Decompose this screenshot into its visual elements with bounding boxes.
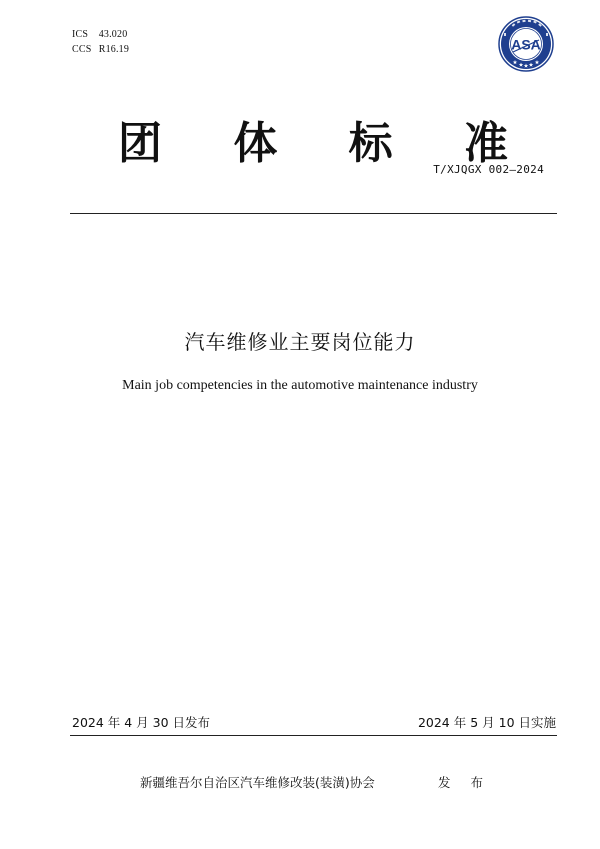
standard-code: T/XJQGX 002—2024 bbox=[433, 163, 544, 176]
top-divider bbox=[70, 213, 557, 214]
standard-type-char: 团 bbox=[118, 118, 162, 169]
standard-type-char: 准 bbox=[463, 118, 508, 169]
ccs-label: CCS bbox=[72, 44, 92, 55]
seal-center-text: ASA bbox=[511, 36, 541, 53]
document-title-chinese: 汽车维修业主要岗位能力 bbox=[184, 330, 416, 354]
implementation-date: 2024 年 5 月 10 日实施 bbox=[417, 715, 556, 730]
issuing-organization: 新疆维吾尔自治区汽车维修改装(装潢)协会 bbox=[140, 775, 375, 790]
ccs-value: R16.19 bbox=[98, 44, 130, 55]
ics-value: 43.020 bbox=[98, 29, 128, 40]
standard-type-char: 标 bbox=[348, 118, 393, 169]
ics-classification bbox=[72, 28, 127, 42]
publish-date: 2024 年 4 月 30 日发布 bbox=[72, 715, 211, 730]
ics-label: ICS bbox=[72, 29, 89, 40]
standard-type-char: 体 bbox=[233, 118, 278, 169]
bottom-divider bbox=[70, 735, 557, 736]
ccs-classification bbox=[72, 43, 129, 57]
issue-label: 发 布 bbox=[438, 775, 491, 790]
document-title-english: Main job competencies in the automotive maintenance industry bbox=[122, 378, 478, 393]
association-seal-logo bbox=[498, 16, 554, 72]
